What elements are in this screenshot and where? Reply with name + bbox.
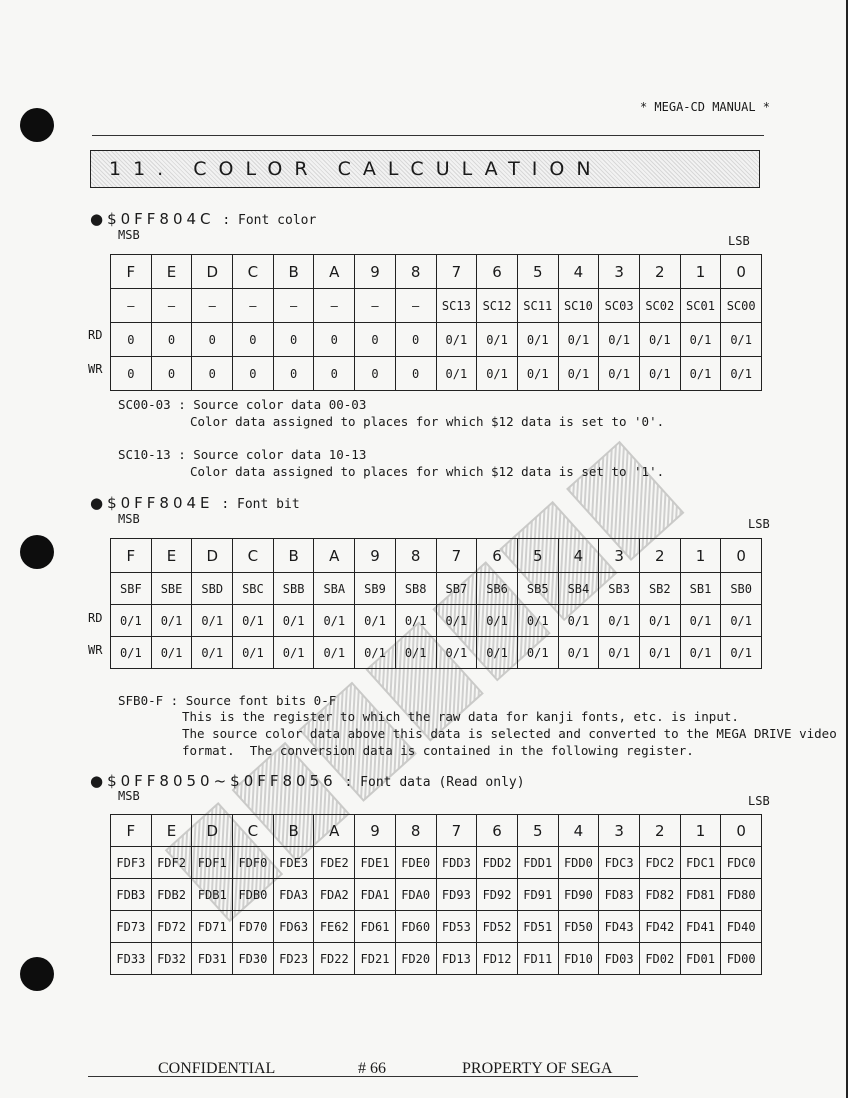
table-cell: FD22 [314,943,355,975]
bit-header-cell: 4 [558,815,599,847]
bit-header-cell: 8 [395,815,436,847]
table-row [111,879,762,911]
register-address: ●$0FF804E [90,494,214,512]
bit-header-cell: E [151,539,192,573]
rd-label: RD [88,328,103,342]
bit-header-cell: D [192,815,233,847]
table-cell: SC02 [639,289,680,323]
bit-header-cell: D [192,539,233,573]
description-text: Color data assigned to places for which $12 data is set to '0'. [190,414,665,429]
table-cell: SC13 [436,289,477,323]
binder-hole [20,108,54,142]
bit-header-row [111,255,762,289]
bit-header-cell: 2 [639,815,680,847]
register-address: ●$0FF804C [90,210,215,228]
table-cell: FD82 [639,879,680,911]
bit-header-cell: D [192,255,233,289]
table-cell: 0/1 [477,605,518,637]
table-cell: FD41 [680,911,721,943]
msb-label: MSB [118,512,140,526]
table-cell: SC03 [599,289,640,323]
table-cell: 0/1 [517,637,558,669]
table-cell: 0/1 [639,637,680,669]
table-cell: SC01 [680,289,721,323]
register-heading-804e [90,494,300,512]
table-cell: 0/1 [314,605,355,637]
table-cell: 0 [111,357,152,391]
bit-header-cell: 3 [599,815,640,847]
bit-header-cell: F [111,815,152,847]
table-cell: 0 [233,323,274,357]
table-cell: 0/1 [355,605,396,637]
table-cell: FD61 [355,911,396,943]
table-cell: FD90 [558,879,599,911]
table-cell: FDD0 [558,847,599,879]
table-cell: FDD1 [517,847,558,879]
bit-header-cell: 7 [436,539,477,573]
bit-header-cell: B [273,255,314,289]
table-cell: SB1 [680,573,721,605]
table-cell: SB5 [517,573,558,605]
table-cell: FD92 [477,879,518,911]
table-cell: FD80 [721,879,762,911]
table-cell: 0 [192,323,233,357]
table-cell: FD60 [395,911,436,943]
description-term: SC10-13 : Source color data 10-13 [118,447,367,462]
table-cell: 0/1 [721,357,762,391]
table-cell: FD72 [151,911,192,943]
table-cell: FD40 [721,911,762,943]
table-cell: SB2 [639,573,680,605]
table-cell: 0 [395,357,436,391]
table-cell: FDB2 [151,879,192,911]
register-name: : Font bit [221,497,300,512]
table-cell: 0/1 [355,637,396,669]
description-text: Color data assigned to places for which $12 data is set to '1'. [190,464,665,479]
table-cell: FDF0 [233,847,274,879]
table-row [111,605,762,637]
bit-header-cell: C [233,255,274,289]
table-cell: 0/1 [111,637,152,669]
lsb-label: LSB [728,234,750,248]
table-cell: FD01 [680,943,721,975]
table-cell: FE62 [314,911,355,943]
table-cell: FDC2 [639,847,680,879]
table-cell: 0/1 [721,637,762,669]
table-cell: FD30 [233,943,274,975]
bit-header-cell: 5 [517,255,558,289]
bit-header-cell: 2 [639,539,680,573]
bit-header-cell: 9 [355,255,396,289]
table-cell: 0 [151,357,192,391]
table-cell: FD83 [599,879,640,911]
table-cell: SBA [314,573,355,605]
table-cell: FDA3 [273,879,314,911]
wr-label: WR [88,362,103,376]
table-cell: 0/1 [395,637,436,669]
table-cell: 0/1 [517,323,558,357]
bit-header-cell: 6 [477,539,518,573]
table-cell: 0/1 [477,357,518,391]
table-cell: FDA2 [314,879,355,911]
table-cell: 0/1 [599,323,640,357]
table-cell: 0/1 [517,605,558,637]
register-name: : Font color [222,213,317,228]
bit-header-cell: 3 [599,539,640,573]
description-text: The source color data above this data is selected and converted to the MEGA DRIVE video [182,726,837,741]
table-cell: SBB [273,573,314,605]
table-cell: 0/1 [558,323,599,357]
table-cell: FDC1 [680,847,721,879]
table-cell: 0 [273,357,314,391]
table-cell: FDF1 [192,847,233,879]
table-cell: FD11 [517,943,558,975]
table-cell: 0/1 [599,637,640,669]
table-row [111,847,762,879]
table-cell: SBE [151,573,192,605]
table-cell: SB0 [721,573,762,605]
msb-label: MSB [118,789,140,803]
table-row [111,289,762,323]
bit-header-cell: 8 [395,539,436,573]
binder-hole [20,957,54,991]
table-cell: FDF2 [151,847,192,879]
table-cell: FD32 [151,943,192,975]
bit-header-cell: B [273,815,314,847]
table-cell: SB3 [599,573,640,605]
description-term: SC00-03 : Source color data 00-03 [118,397,367,412]
table-cell: FD21 [355,943,396,975]
msb-label: MSB [118,228,140,242]
bit-header-cell: 0 [721,539,762,573]
table-cell: 0/1 [558,605,599,637]
table-cell: — [355,289,396,323]
table-cell: 0/1 [151,605,192,637]
table-cell: FDE2 [314,847,355,879]
table-cell: 0/1 [639,357,680,391]
table-cell: — [111,289,152,323]
register-table-8050 [110,814,762,975]
table-row [111,357,762,391]
table-cell: FD03 [599,943,640,975]
description-text: format. The conversion data is contained in the following register. [182,743,694,758]
table-cell: SB6 [477,573,518,605]
table-cell: FDB0 [233,879,274,911]
table-cell: FD63 [273,911,314,943]
bit-header-cell: 8 [395,255,436,289]
table-cell: SB9 [355,573,396,605]
table-cell: 0/1 [314,637,355,669]
table-cell: — [314,289,355,323]
table-cell: 0/1 [233,605,274,637]
table-cell: FD00 [721,943,762,975]
table-cell: 0/1 [680,357,721,391]
table-cell: FDD2 [477,847,518,879]
register-table-804c [110,254,762,391]
bit-header-cell: 5 [517,539,558,573]
table-cell: FD33 [111,943,152,975]
table-cell: FD93 [436,879,477,911]
table-cell: SBD [192,573,233,605]
table-cell: 0/1 [436,357,477,391]
table-row [111,943,762,975]
manual-header: * MEGA-CD MANUAL * [639,100,770,114]
lsb-label: LSB [748,517,770,531]
table-cell: — [151,289,192,323]
bit-header-cell: 7 [436,255,477,289]
table-cell: 0/1 [436,323,477,357]
table-cell: 0/1 [517,357,558,391]
table-cell: 0/1 [639,605,680,637]
bit-header-cell: 1 [680,255,721,289]
bit-header-cell: 6 [477,255,518,289]
table-cell: — [192,289,233,323]
table-cell: SC00 [721,289,762,323]
bit-header-cell: 1 [680,539,721,573]
bit-header-cell: 7 [436,815,477,847]
table-cell: 0/1 [192,605,233,637]
table-cell: FDA0 [395,879,436,911]
bit-header-cell: 9 [355,815,396,847]
table-cell: SB4 [558,573,599,605]
table-cell: FD12 [477,943,518,975]
footer-confidential: CONFIDENTIAL [158,1060,276,1077]
table-cell: FD43 [599,911,640,943]
bit-header-cell: C [233,815,274,847]
table-cell: SBC [233,573,274,605]
table-cell: FD71 [192,911,233,943]
table-cell: 0 [355,323,396,357]
table-cell: FDA1 [355,879,396,911]
bit-header-cell: A [314,815,355,847]
bit-header-cell: A [314,539,355,573]
table-cell: 0 [192,357,233,391]
table-cell: 0/1 [477,323,518,357]
register-table-804e [110,538,762,669]
table-cell: 0/1 [273,605,314,637]
register-heading-804c [90,210,316,228]
table-cell: 0/1 [111,605,152,637]
table-cell: FDB1 [192,879,233,911]
table-cell: 0/1 [233,637,274,669]
bit-header-cell: C [233,539,274,573]
table-cell: 0 [395,323,436,357]
bit-header-cell: E [151,815,192,847]
table-cell: 0 [151,323,192,357]
bit-header-cell: B [273,539,314,573]
table-cell: FDC0 [721,847,762,879]
header-rule [92,135,764,136]
bit-header-cell: E [151,255,192,289]
bit-header-cell: 2 [639,255,680,289]
table-cell: 0/1 [721,605,762,637]
table-cell: FD81 [680,879,721,911]
table-row [111,911,762,943]
table-cell: FD91 [517,879,558,911]
bit-header-cell: 0 [721,815,762,847]
table-cell: 0/1 [680,605,721,637]
footer-property: PROPERTY OF SEGA [462,1060,613,1077]
register-heading-8050 [90,772,525,790]
table-cell: FD50 [558,911,599,943]
table-cell: SC11 [517,289,558,323]
wr-label: WR [88,643,103,657]
table-cell: SC10 [558,289,599,323]
table-cell: FDE3 [273,847,314,879]
bit-header-row [111,539,762,573]
table-cell: 0 [273,323,314,357]
bit-header-cell: A [314,255,355,289]
table-cell: 0 [233,357,274,391]
table-cell: — [273,289,314,323]
table-cell: 0/1 [395,605,436,637]
bit-header-cell: 0 [721,255,762,289]
table-cell: SC12 [477,289,518,323]
table-cell: 0/1 [436,637,477,669]
bit-header-cell: 5 [517,815,558,847]
table-cell: FDC3 [599,847,640,879]
register-address: ●$0FF8050~$0FF8056 [90,772,337,790]
table-cell: FD20 [395,943,436,975]
table-cell: FDE1 [355,847,396,879]
bit-header-cell: 4 [558,255,599,289]
table-cell: 0/1 [599,605,640,637]
footer-page-number: # 66 [358,1060,386,1077]
rd-label: RD [88,611,103,625]
table-cell: SB8 [395,573,436,605]
table-cell: 0 [355,357,396,391]
bit-header-cell: 4 [558,539,599,573]
table-cell: FDB3 [111,879,152,911]
table-cell: FD73 [111,911,152,943]
table-cell: FDE0 [395,847,436,879]
table-cell: FDF3 [111,847,152,879]
table-cell: FD23 [273,943,314,975]
table-cell: SB7 [436,573,477,605]
description-text: This is the register to which the raw data for kanji fonts, etc. is input. [182,709,739,724]
bit-header-cell: 9 [355,539,396,573]
bit-header-row [111,815,762,847]
bit-header-cell: 3 [599,255,640,289]
table-cell: FD10 [558,943,599,975]
table-cell: 0/1 [477,637,518,669]
table-cell: 0/1 [436,605,477,637]
table-row [111,573,762,605]
table-cell: FD70 [233,911,274,943]
register-name: : Font data (Read only) [344,775,525,790]
table-cell: — [395,289,436,323]
table-cell: 0/1 [192,637,233,669]
bit-header-cell: 1 [680,815,721,847]
table-cell: 0/1 [599,357,640,391]
table-cell: 0 [314,357,355,391]
table-cell: FD31 [192,943,233,975]
table-row [111,323,762,357]
table-cell: 0/1 [721,323,762,357]
table-cell: 0/1 [151,637,192,669]
binder-hole [20,535,54,569]
table-cell: 0/1 [558,357,599,391]
table-cell: FD51 [517,911,558,943]
section-title: 11. COLOR CALCULATION [90,150,760,188]
table-cell: 0/1 [558,637,599,669]
table-cell: 0/1 [273,637,314,669]
table-row [111,637,762,669]
bit-header-cell: 6 [477,815,518,847]
table-cell: SBF [111,573,152,605]
bit-header-cell: F [111,539,152,573]
table-cell: FD52 [477,911,518,943]
table-cell: 0/1 [680,323,721,357]
table-cell: — [233,289,274,323]
table-cell: FD42 [639,911,680,943]
table-cell: 0 [314,323,355,357]
table-cell: 0 [111,323,152,357]
table-cell: FD53 [436,911,477,943]
bit-header-cell: F [111,255,152,289]
table-cell: FD02 [639,943,680,975]
description-term: SFB0-F : Source font bits 0-F [118,693,337,708]
lsb-label: LSB [748,794,770,808]
table-cell: FD13 [436,943,477,975]
table-cell: 0/1 [639,323,680,357]
table-cell: 0/1 [680,637,721,669]
table-cell: FDD3 [436,847,477,879]
